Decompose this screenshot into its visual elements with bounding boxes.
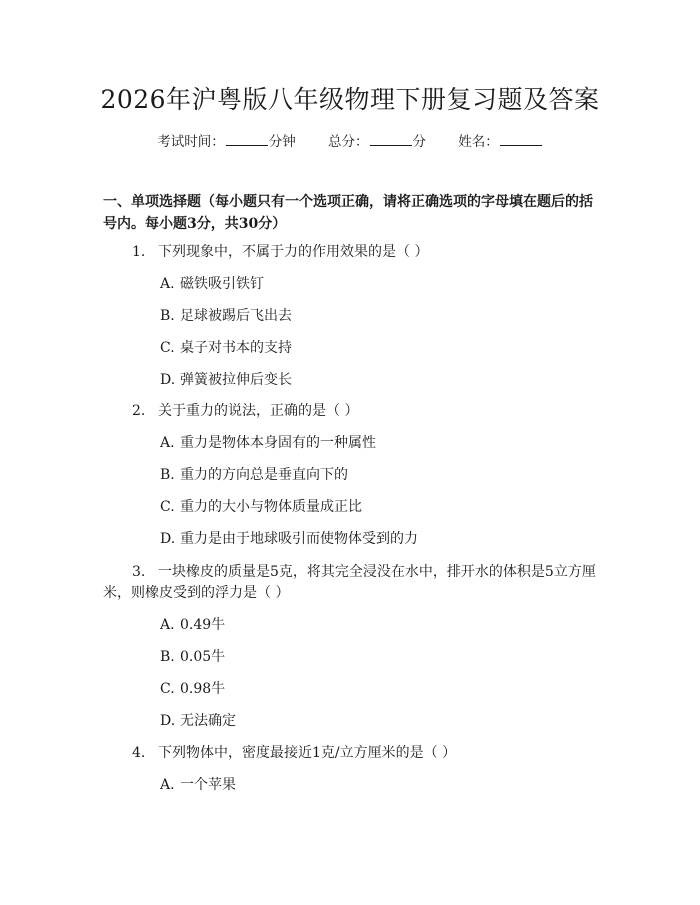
option-text: 0.98牛 <box>180 681 226 697</box>
option-text: 弹簧被拉伸后变长 <box>180 372 292 388</box>
option-letter: D. <box>160 713 176 729</box>
option-letter: C. <box>160 499 175 515</box>
score-blank <box>370 131 412 146</box>
question-2 <box>132 400 358 422</box>
option-text: 重力的大小与物体质量成正比 <box>180 499 362 515</box>
time-unit: 分钟 <box>268 134 296 150</box>
student-name-field <box>458 131 543 152</box>
name-label: 姓名： <box>458 134 499 150</box>
option-text: 桌子对书本的支持 <box>180 340 292 356</box>
question-3-continued: 米，则橡皮受到的浮力是（ ） <box>103 585 290 601</box>
option-letter: A. <box>160 777 175 793</box>
q1-option-d <box>160 369 292 391</box>
option-text: 重力是物体本身固有的一种属性 <box>180 435 376 451</box>
time-label: 考试时间： <box>157 134 225 150</box>
question-1 <box>132 241 428 263</box>
option-text: 0.49牛 <box>180 617 226 633</box>
question-number: 2. <box>132 403 146 419</box>
option-text: 无法确定 <box>180 713 236 729</box>
q3-option-d <box>160 710 236 732</box>
option-letter: B. <box>160 649 175 665</box>
question-stem: 关于重力的说法，正确的是（ ） <box>158 403 359 419</box>
option-text: 磁铁吸引铁钉 <box>180 276 264 292</box>
q2-option-c <box>160 496 362 518</box>
option-letter: D. <box>160 531 176 547</box>
option-letter: B. <box>160 308 175 324</box>
q3-option-c <box>160 678 225 700</box>
question-stem-line1: 一块橡皮的质量是5克，将其完全浸没在水中，排开水的体积是5立方厘 <box>158 564 596 580</box>
question-stem: 下列物体中，密度最接近1克/立方厘米的是（ ） <box>158 745 457 761</box>
question-number: 4. <box>132 745 146 761</box>
q1-option-a <box>160 273 264 295</box>
exam-meta <box>0 131 700 152</box>
option-text: 一个苹果 <box>180 777 236 793</box>
question-3 <box>132 561 596 583</box>
score-label: 总分： <box>328 134 369 150</box>
option-letter: B. <box>160 467 175 483</box>
q4-option-a <box>160 774 236 796</box>
question-number: 1. <box>132 244 146 260</box>
time-blank <box>226 131 268 146</box>
question-stem: 下列现象中，不属于力的作用效果的是（ ） <box>158 244 429 260</box>
q3-option-a <box>160 614 225 636</box>
question-4 <box>132 742 456 764</box>
question-number: 3. <box>132 564 146 580</box>
q3-option-b <box>160 646 225 668</box>
option-letter: A. <box>160 276 175 292</box>
q2-option-b <box>160 464 348 486</box>
option-text: 0.05牛 <box>180 649 226 665</box>
q1-option-c <box>160 337 292 359</box>
option-text: 足球被踢后飞出去 <box>180 308 292 324</box>
q2-option-a <box>160 432 376 454</box>
page-title: 2026年沪粤版八年级物理下册复习题及答案 <box>100 85 600 114</box>
option-text: 重力的方向总是垂直向下的 <box>180 467 348 483</box>
option-letter: C. <box>160 681 175 697</box>
section-heading: 一、单项选择题（每小题只有一个选项正确，请将正确选项的字母填在题后的括号内。每小题3分，共30分） <box>103 194 593 232</box>
q1-option-b <box>160 305 292 327</box>
option-letter: A. <box>160 435 175 451</box>
score-unit: 分 <box>412 134 426 150</box>
option-letter: D. <box>160 372 176 388</box>
exam-time-field <box>157 131 296 152</box>
option-letter: C. <box>160 340 175 356</box>
name-blank <box>500 131 542 146</box>
option-letter: A. <box>160 617 175 633</box>
option-text: 重力是由于地球吸引而使物体受到的力 <box>180 531 418 547</box>
total-score-field <box>328 131 426 152</box>
q2-option-d <box>160 528 418 550</box>
